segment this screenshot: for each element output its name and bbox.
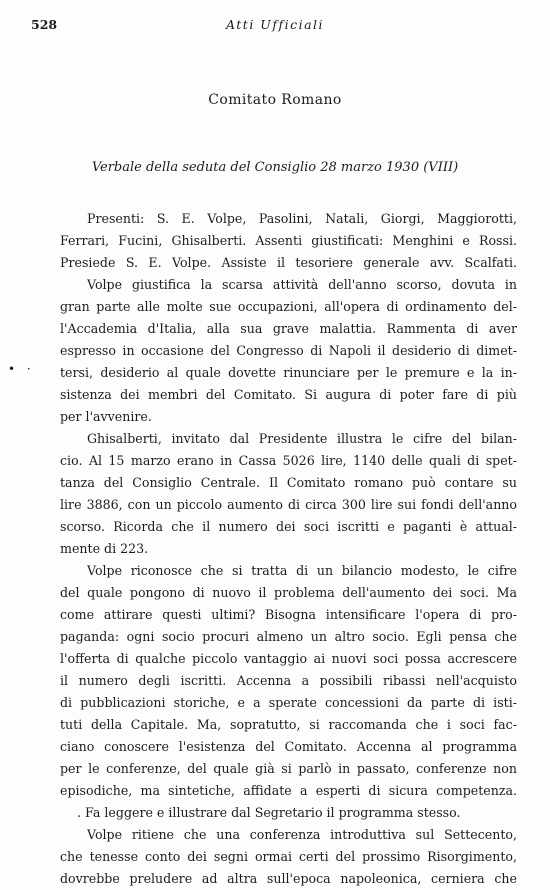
text-line: . Fa leggere e illustrare dal Segretario il programma stesso. [77, 805, 461, 820]
running-head: Atti Ufficiali [225, 17, 325, 32]
text-line: di pubblicazioni storiche, e a sperate concessioni da parte di isti- [60, 695, 517, 710]
text-line: ciano conoscere l'esistenza del Comitato. Accenna al programma [60, 739, 517, 754]
page-header [31, 17, 519, 35]
text-line: tanza del Consiglio Centrale. Il Comitato romano può contare su [60, 475, 517, 490]
text-line: scorso. Ricorda che il numero dei soci iscritti e paganti è attual- [60, 519, 517, 534]
text-line: lire 3886, con un piccolo aumento di circa 300 lire sui fondi dell'anno [60, 497, 517, 512]
text-line: Volpe riconosce che si tratta di un bilancio modesto, le cifre [87, 563, 517, 578]
text-line: mente di 223. [60, 541, 149, 556]
text-line: sistenza dei membri del Comitato. Si augura di poter fare di più [60, 387, 517, 402]
text-line: come attirare questi ultimi? Bisogna intensificare l'opera di pro- [60, 607, 517, 622]
text-line: gran parte alle molte sue occupazioni, all'opera di ordinamento del- [60, 299, 517, 314]
text-line: tuti della Capitale. Ma, sopratutto, si raccomanda che i soci fac- [60, 717, 517, 732]
text-line: Ferrari, Fucini, Ghisalberti. Assenti giustificati: Menghini e Rossi. [60, 233, 517, 248]
text-line: dovrebbe preludere ad altra sull'epoca napoleonica, cerniera che [60, 871, 517, 886]
text-line: Volpe ritiene che una conferenza introduttiva sul Settecento, [87, 827, 517, 842]
text-line: cio. Al 15 marzo erano in Cassa 5026 lire, 1140 delle quali di spet- [60, 453, 517, 468]
text-line: Volpe giustifica la scarsa attività dell'anno scorso, dovuta in [87, 277, 517, 292]
text-line: l'offerta di qualche piccolo vantaggio ai nuovi soci possa accrescere [60, 651, 517, 666]
margin-mark: • · [8, 362, 35, 376]
minutes-subtitle: Verbale della seduta del Consiglio 28 marzo 1930 (VIII) [91, 160, 459, 175]
text-line: il numero degli iscritti. Accenna a possibili ribassi nell'acquisto [60, 673, 517, 688]
text-line: l'Accademia d'Italia, alla sua grave malattia. Rammenta di aver [60, 321, 517, 336]
text-line: Presenti: S. E. Volpe, Pasolini, Natali, Giorgi, Maggiorotti, [87, 211, 517, 226]
text-line: che tenesse conto dei segni ormai certi del prossimo Risorgimento, [60, 849, 517, 864]
text-line: Ghisalberti, invitato dal Presidente illustra le cifre del bilan- [87, 431, 517, 446]
section-title: Comitato Romano [208, 92, 342, 108]
body-text [60, 208, 517, 890]
text-line: per l'avvenire. [60, 409, 152, 424]
text-line: tersi, desiderio al quale dovette rinunciare per le premure e la in- [60, 365, 517, 380]
text-line: paganda: ogni socio procuri almeno un altro socio. Egli pensa che [60, 629, 517, 644]
text-line: espresso in occasione del Congresso di Napoli il desiderio di dimet- [60, 343, 517, 358]
page-number: 528 [31, 17, 58, 32]
text-line: Presiede S. E. Volpe. Assiste il tesoriere generale avv. Scalfati. [60, 255, 517, 270]
text-line: per le conferenze, del quale già si parlò in passato, conferenze non [60, 761, 517, 776]
text-line: del quale pongono di nuovo il problema dell'aumento dei soci. Ma [60, 585, 517, 600]
text-line: episodiche, ma sintetiche, affidate a esperti di sicura competenza. [60, 783, 517, 798]
